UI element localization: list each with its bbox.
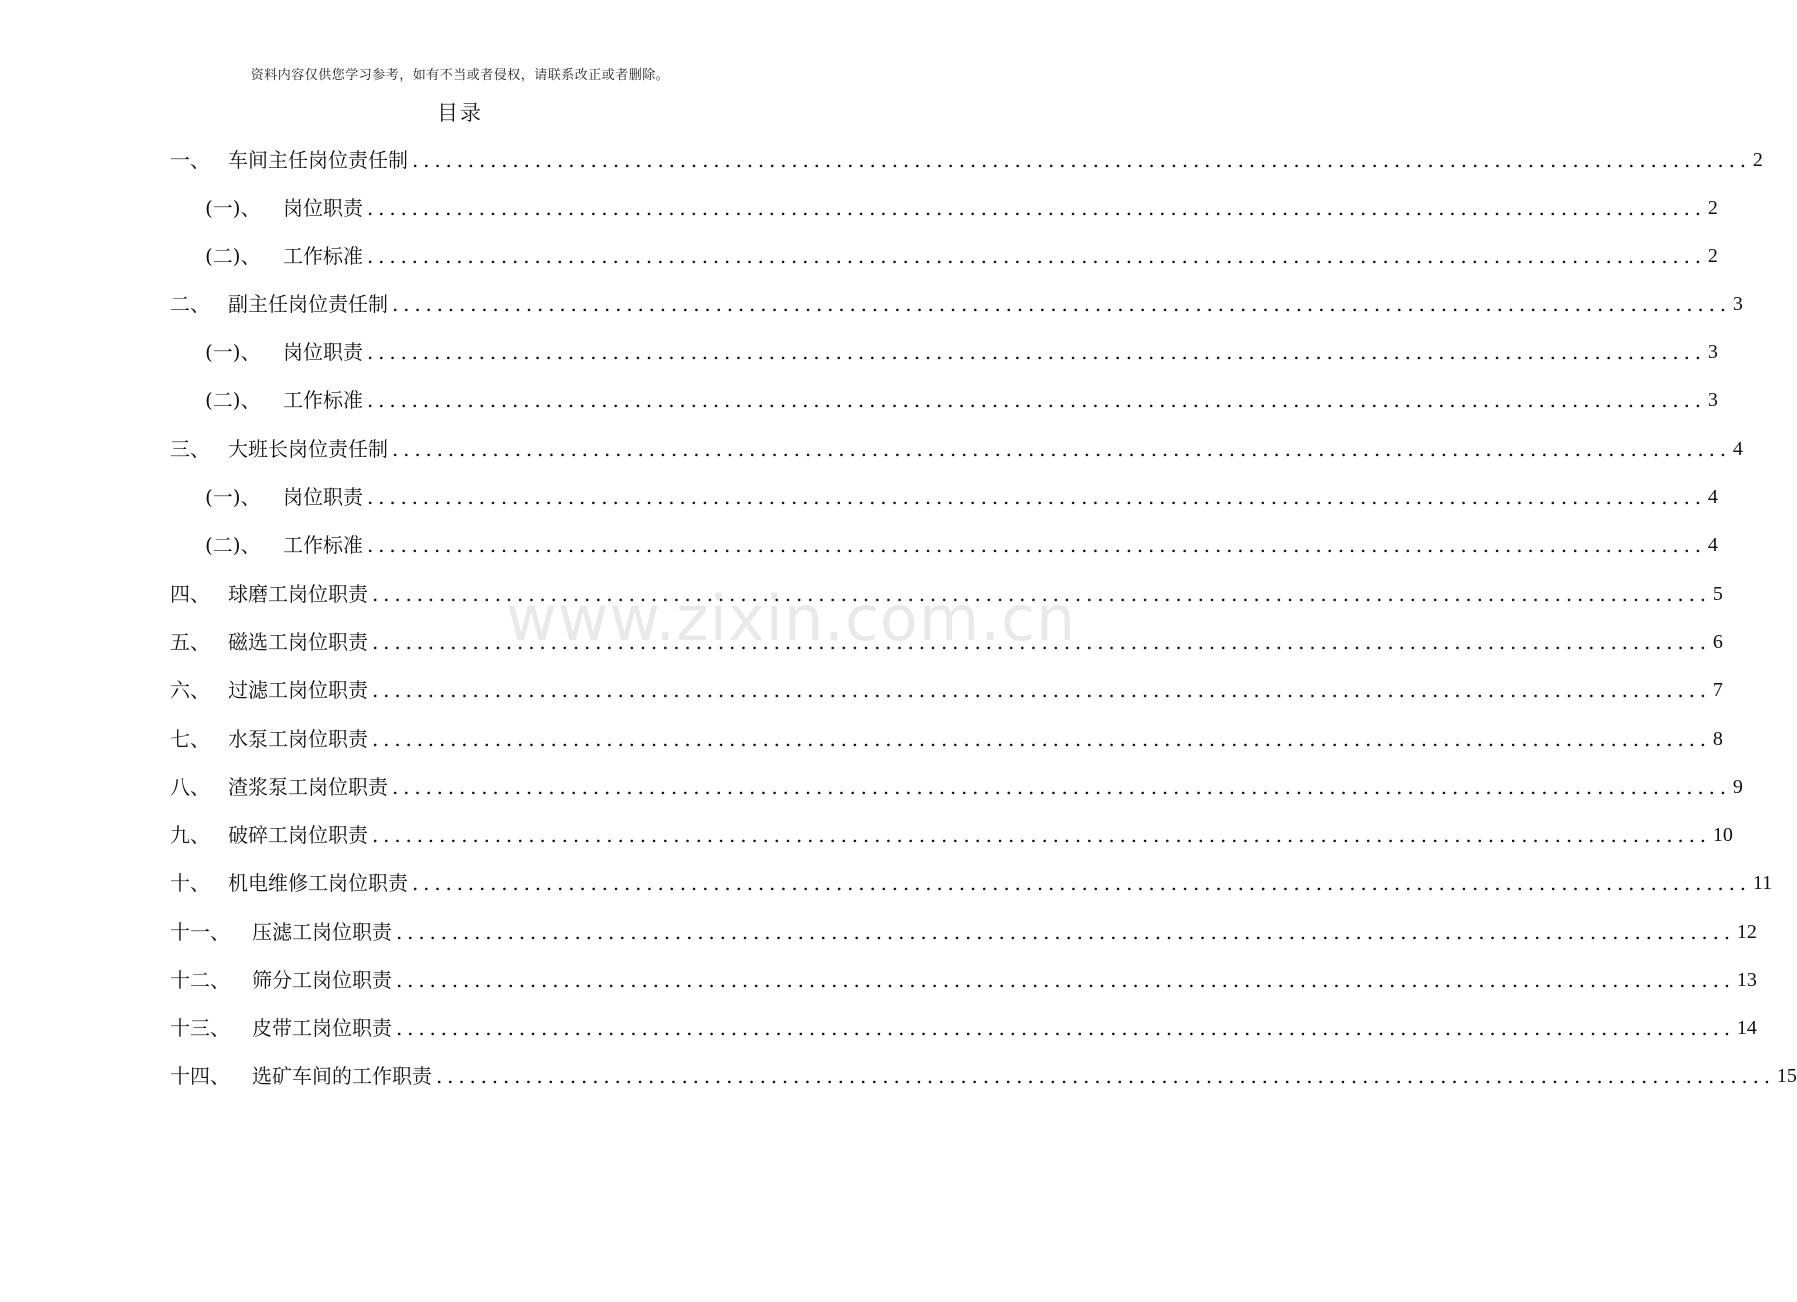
toc-entry-title: 工作标准 bbox=[283, 244, 363, 268]
toc-entry-title: 岗位职责 bbox=[283, 485, 363, 509]
page-disclaimer: 资料内容仅供您学习参考，如有不当或者侵权，请联系改正或者删除。 bbox=[250, 68, 670, 83]
toc-page-number: 4 bbox=[1707, 534, 1718, 556]
toc-page-number: 10 bbox=[1712, 824, 1733, 846]
watermark: www.zixin.com.cn bbox=[506, 582, 1077, 655]
toc-page-number: 3 bbox=[1732, 293, 1743, 315]
toc-entry[interactable] bbox=[205, 386, 1718, 414]
toc-entry[interactable] bbox=[170, 676, 1723, 704]
toc-entry-title: 工作标准 bbox=[283, 388, 363, 412]
toc-entry[interactable] bbox=[205, 531, 1718, 559]
toc-entry[interactable] bbox=[170, 580, 1723, 608]
toc-entry-title: 磁选工岗位职责 bbox=[228, 630, 368, 654]
toc-entry-number: 八、 bbox=[170, 775, 210, 799]
toc-page-number: 7 bbox=[1712, 679, 1723, 701]
toc-dot-leader bbox=[396, 966, 1735, 994]
toc-entry-number: 五、 bbox=[170, 630, 210, 654]
toc-entry-number: 十四、 bbox=[170, 1064, 230, 1088]
toc-page-number: 8 bbox=[1712, 728, 1723, 750]
toc-dot-leader bbox=[372, 725, 1711, 753]
toc-dot-leader bbox=[367, 194, 1706, 222]
toc-page-number: 6 bbox=[1712, 631, 1723, 653]
toc-entry[interactable] bbox=[170, 869, 1773, 897]
toc-page-number: 15 bbox=[1776, 1065, 1797, 1087]
toc-entry[interactable] bbox=[170, 821, 1733, 849]
toc-entry-number: (二)、 bbox=[205, 244, 261, 268]
toc-page-number: 5 bbox=[1712, 583, 1723, 605]
toc-entry[interactable] bbox=[170, 966, 1757, 994]
toc-dot-leader bbox=[367, 483, 1706, 511]
toc-entry[interactable] bbox=[170, 1062, 1797, 1090]
toc-entry-number: (一)、 bbox=[205, 196, 261, 220]
toc-dot-leader bbox=[372, 676, 1711, 704]
toc-entry-number: 九、 bbox=[170, 823, 210, 847]
toc-dot-leader bbox=[396, 1014, 1735, 1042]
toc-dot-leader bbox=[372, 628, 1711, 656]
toc-entry-title: 压滤工岗位职责 bbox=[252, 920, 392, 944]
toc-page-number: 4 bbox=[1707, 486, 1718, 508]
toc-entry-number: 十一、 bbox=[170, 920, 230, 944]
toc-entry-title: 工作标准 bbox=[283, 533, 363, 557]
toc-entry-number: (一)、 bbox=[205, 340, 261, 364]
toc-page-number: 11 bbox=[1752, 872, 1773, 894]
toc-entry[interactable] bbox=[170, 1014, 1757, 1042]
toc-dot-leader bbox=[367, 338, 1706, 366]
toc-entry[interactable] bbox=[205, 338, 1718, 366]
toc-entry[interactable] bbox=[170, 628, 1723, 656]
toc-entry-number: 一、 bbox=[170, 148, 210, 172]
toc-entry[interactable] bbox=[170, 435, 1743, 463]
toc-entry-title: 水泵工岗位职责 bbox=[228, 727, 368, 751]
toc-page-number: 4 bbox=[1732, 438, 1743, 460]
toc-entry-title: 选矿车间的工作职责 bbox=[252, 1064, 432, 1088]
toc-entry-number: 十、 bbox=[170, 871, 210, 895]
toc-dot-leader bbox=[412, 146, 1751, 174]
toc-dot-leader bbox=[372, 821, 1711, 849]
toc-entry-title: 筛分工岗位职责 bbox=[252, 968, 392, 992]
toc-dot-leader bbox=[367, 386, 1706, 414]
toc-page-number: 2 bbox=[1752, 149, 1763, 171]
toc-dot-leader bbox=[392, 773, 1731, 801]
toc-entry[interactable] bbox=[170, 918, 1757, 946]
toc-entry-number: 四、 bbox=[170, 582, 210, 606]
toc-page-number: 3 bbox=[1707, 389, 1718, 411]
toc-entry[interactable] bbox=[170, 146, 1763, 174]
toc-entry-title: 岗位职责 bbox=[283, 340, 363, 364]
toc-title: 目录 bbox=[437, 101, 483, 125]
toc-entry-title: 渣浆泵工岗位职责 bbox=[228, 775, 388, 799]
toc-dot-leader bbox=[392, 290, 1731, 318]
toc-page-number: 9 bbox=[1732, 776, 1743, 798]
toc-entry[interactable] bbox=[205, 483, 1718, 511]
toc-entry-number: 七、 bbox=[170, 727, 210, 751]
toc-entry-title: 球磨工岗位职责 bbox=[228, 582, 368, 606]
toc-entry-number: (二)、 bbox=[205, 388, 261, 412]
toc-entry-number: (一)、 bbox=[205, 485, 261, 509]
toc-entry-title: 岗位职责 bbox=[283, 196, 363, 220]
toc-page-number: 13 bbox=[1736, 969, 1757, 991]
toc-dot-leader bbox=[396, 918, 1735, 946]
toc-dot-leader bbox=[436, 1062, 1775, 1090]
toc-entry-number: 六、 bbox=[170, 678, 210, 702]
toc-entry-title: 破碎工岗位职责 bbox=[228, 823, 368, 847]
toc-entry-title: 副主任岗位责任制 bbox=[228, 292, 388, 316]
toc-dot-leader bbox=[367, 242, 1706, 270]
toc-entry-number: (二)、 bbox=[205, 533, 261, 557]
toc-page-number: 14 bbox=[1736, 1017, 1757, 1039]
toc-page-number: 2 bbox=[1707, 245, 1718, 267]
toc-entry-title: 皮带工岗位职责 bbox=[252, 1016, 392, 1040]
toc-entry-number: 十三、 bbox=[170, 1016, 230, 1040]
toc-dot-leader bbox=[367, 531, 1706, 559]
toc-entry-title: 大班长岗位责任制 bbox=[228, 437, 388, 461]
toc-entry[interactable] bbox=[170, 725, 1723, 753]
toc-entry-title: 过滤工岗位职责 bbox=[228, 678, 368, 702]
toc-page-number: 3 bbox=[1707, 341, 1718, 363]
toc-entry-title: 机电维修工岗位职责 bbox=[228, 871, 408, 895]
toc-entry-number: 二、 bbox=[170, 292, 210, 316]
toc-entry-title: 车间主任岗位责任制 bbox=[228, 148, 408, 172]
toc-entry[interactable] bbox=[205, 242, 1718, 270]
toc-page-number: 12 bbox=[1736, 921, 1757, 943]
toc-entry[interactable] bbox=[170, 290, 1743, 318]
toc-entry-number: 十二、 bbox=[170, 968, 230, 992]
toc-page-number: 2 bbox=[1707, 197, 1718, 219]
toc-dot-leader bbox=[392, 435, 1731, 463]
toc-entry[interactable] bbox=[205, 194, 1718, 222]
toc-entry-number: 三、 bbox=[170, 437, 210, 461]
toc-entry[interactable] bbox=[170, 773, 1743, 801]
toc-dot-leader bbox=[372, 580, 1711, 608]
toc-dot-leader bbox=[412, 869, 1751, 897]
